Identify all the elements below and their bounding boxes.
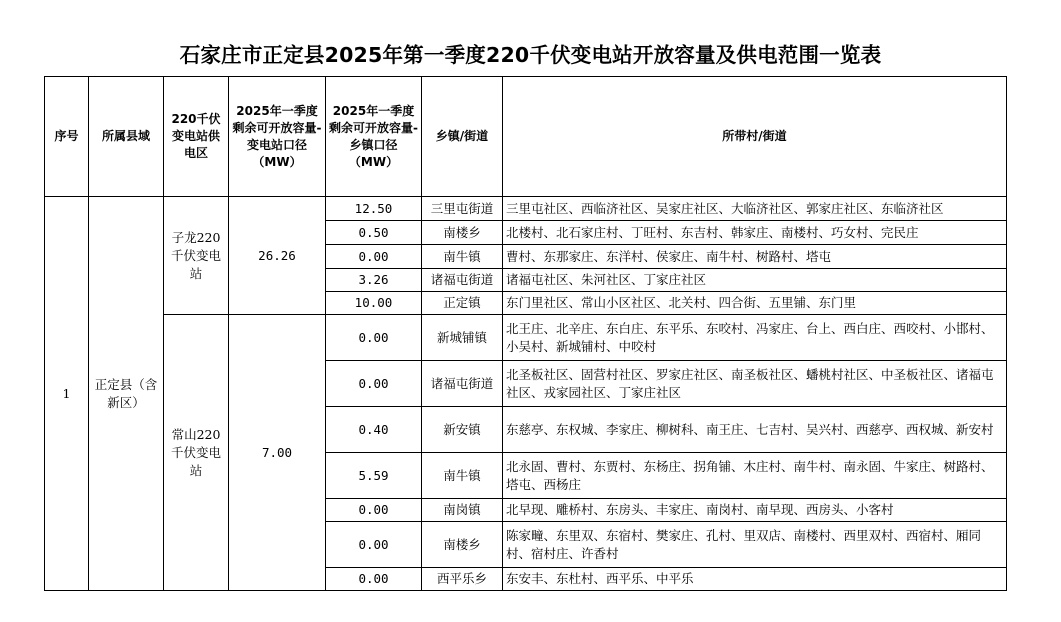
town-capacity-cell: 0.00 (326, 522, 422, 568)
town-capacity-cell: 0.00 (326, 568, 422, 591)
town-cell: 三里屯街道 (422, 197, 503, 221)
town-cell: 南楼乡 (422, 221, 503, 245)
table-row (45, 315, 1007, 361)
town-cell: 南牛镇 (422, 453, 503, 499)
header-town: 乡镇/街道 (422, 77, 503, 197)
header-seq: 序号 (45, 77, 89, 197)
villages-cell: 北早现、雕桥村、东房头、丰家庄、南岗村、南早现、西房头、小客村 (503, 499, 1007, 522)
town-cell: 新安镇 (422, 407, 503, 453)
town-capacity-cell: 12.50 (326, 197, 422, 221)
town-capacity-cell: 0.50 (326, 221, 422, 245)
station-name-cell: 子龙220千伏变电站 (164, 197, 229, 315)
town-capacity-cell: 5.59 (326, 453, 422, 499)
station-name-cell: 常山220千伏变电站 (164, 315, 229, 591)
villages-cell: 陈家疃、东里双、东宿村、樊家庄、孔村、里双店、南楼村、西里双村、西宿村、厢同村、宿村庄、许香村 (503, 522, 1007, 568)
villages-cell: 东慈亭、东权城、李家庄、柳树科、南王庄、七吉村、吴兴村、西慈亭、西权城、新安村 (503, 407, 1007, 453)
villages-cell: 东门里社区、常山小区社区、北关村、四合街、五里铺、东门里 (503, 292, 1007, 315)
header-station: 220千伏变电站供电区 (164, 77, 229, 197)
county-cell: 正定县（含新区） (89, 197, 164, 591)
town-capacity-cell: 0.40 (326, 407, 422, 453)
villages-cell: 北楼村、北石家庄村、丁旺村、东吉村、韩家庄、南楼村、巧女村、完民庄 (503, 221, 1007, 245)
station-capacity-cell: 26.26 (229, 197, 326, 315)
town-capacity-cell: 0.00 (326, 499, 422, 522)
town-capacity-cell: 0.00 (326, 245, 422, 269)
header-station-capacity: 2025年一季度剩余可开放容量-变电站口径（MW） (229, 77, 326, 197)
town-capacity-cell: 0.00 (326, 361, 422, 407)
town-cell: 诸福屯街道 (422, 361, 503, 407)
town-cell: 新城铺镇 (422, 315, 503, 361)
capacity-table (44, 76, 1007, 591)
villages-cell: 曹村、东那家庄、东洋村、侯家庄、南牛村、树路村、塔屯 (503, 245, 1007, 269)
header-villages: 所带村/街道 (503, 77, 1007, 197)
town-cell: 南牛镇 (422, 245, 503, 269)
header-county: 所属县域 (89, 77, 164, 197)
header-row (45, 77, 1007, 197)
town-cell: 南岗镇 (422, 499, 503, 522)
town-cell: 西平乐乡 (422, 568, 503, 591)
table-row (45, 197, 1007, 221)
villages-cell: 北王庄、北辛庄、东白庄、东平乐、东咬村、冯家庄、台上、西白庄、西咬村、小邯村、小吴村、新城铺村、中咬村 (503, 315, 1007, 361)
villages-cell: 东安丰、东杜村、西平乐、中平乐 (503, 568, 1007, 591)
villages-cell: 三里屯社区、西临济社区、吴家庄社区、大临济社区、郭家庄社区、东临济社区 (503, 197, 1007, 221)
town-capacity-cell: 3.26 (326, 269, 422, 292)
town-cell: 南楼乡 (422, 522, 503, 568)
town-capacity-cell: 0.00 (326, 315, 422, 361)
header-town-capacity: 2025年一季度剩余可开放容量-乡镇口径（MW） (326, 77, 422, 197)
station-capacity-cell: 7.00 (229, 315, 326, 591)
villages-cell: 北永固、曹村、东贾村、东杨庄、拐角铺、木庄村、南牛村、南永固、牛家庄、树路村、塔屯、西杨庄 (503, 453, 1007, 499)
seq-cell: 1 (45, 197, 89, 591)
town-cell: 正定镇 (422, 292, 503, 315)
page-title: 石家庄市正定县2025年第一季度220千伏变电站开放容量及供电范围一览表 (179, 43, 882, 67)
villages-cell: 诸福屯社区、朱河社区、丁家庄社区 (503, 269, 1007, 292)
villages-cell: 北圣板社区、固营村社区、罗家庄社区、南圣板社区、蟠桃村社区、中圣板社区、诸福屯社区、戎家园社区、丁家庄社区 (503, 361, 1007, 407)
town-capacity-cell: 10.00 (326, 292, 422, 315)
town-cell: 诸福屯街道 (422, 269, 503, 292)
